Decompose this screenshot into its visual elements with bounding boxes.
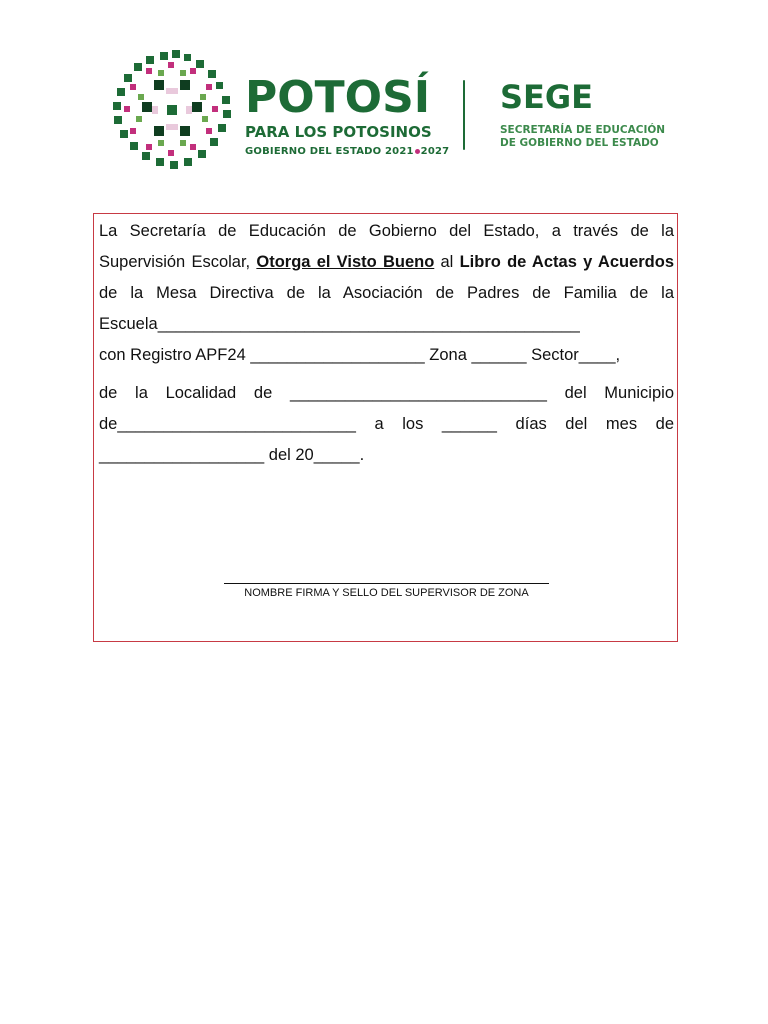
sege-subtitle-line1: SECRETARÍA DE EDUCACIÓN — [500, 124, 666, 136]
sege-block — [500, 80, 665, 150]
government-label: GOBIERNO DEL ESTADO 2021 — [245, 146, 414, 157]
escuela-text: de la Mesa Directiva de la Asociación de Padres de Familia de la Escuela______________________________________________ — [99, 284, 674, 333]
brand-subtitle: PARA LOS POTOSINOS — [245, 123, 432, 141]
potosi-emblem-icon — [110, 48, 235, 173]
paragraph-gap — [99, 371, 674, 378]
sege-subtitle — [500, 124, 665, 150]
sege-subtitle-line2: DE GOBIERNO DEL ESTADO — [500, 137, 659, 149]
dot-icon — [415, 149, 420, 154]
approval-box — [93, 213, 678, 642]
signature-label: NOMBRE FIRMA Y SELLO DEL SUPERVISOR DE ZONA — [244, 587, 529, 599]
government-end-year: 2027 — [420, 146, 450, 157]
page-header — [110, 48, 680, 173]
header-divider — [463, 80, 465, 150]
signature-line — [224, 583, 549, 584]
brand-block — [245, 72, 450, 159]
government-period — [245, 145, 449, 159]
paragraph-localidad: de la Localidad de ____________________________ del Municipio de__________________________ a los ______ días del mes de __________________ del 20_____. — [99, 384, 674, 464]
sege-title: SEGE — [500, 78, 594, 116]
intro-text: La Secretaría de Educación de Gobierno del Estado, a través de la Supervisión Escolar, — [99, 222, 674, 271]
paragraph-visto-bueno — [99, 216, 674, 340]
approval-text — [99, 216, 674, 471]
paragraph-registro: con Registro APF24 ___________________ Zona ______ Sector____, — [99, 346, 621, 364]
brand-title: POTOSÍ — [245, 72, 431, 123]
visto-bueno-phrase: Otorga el Visto Bueno — [256, 253, 435, 271]
connector-al: al — [434, 253, 460, 271]
signature-block — [224, 583, 549, 600]
libro-actas-phrase: Libro de Actas y Acuerdos — [459, 253, 675, 271]
